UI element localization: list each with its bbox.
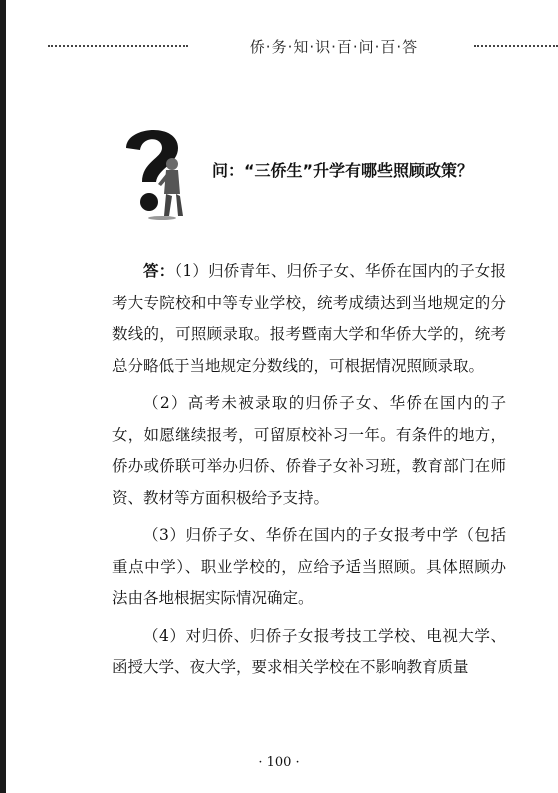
header-title: 侨·务·知·识·百·问·百·答 [249,38,419,56]
page-number: · 100 · [258,755,300,770]
header-dotted-rule-right [474,45,558,47]
question-heading: 问：“三侨生”升学有哪些照顾政策？ [212,161,474,180]
question-mark-figure-icon [112,118,196,222]
page-spine [0,0,6,793]
answer-paragraph-3: （3）归侨子女、华侨在国内的子女报考中学（包括重点中学）、职业学校的，应给予适当照顾。具体照顾办法由各地根据实际情况确定。 [112,526,506,607]
answer-paragraph-1 [112,255,506,382]
answer-paragraph-4: （4）对归侨、归侨子女报考技工学校、电视大学、函授大学、夜大学，要求相关学校在不影响教育质量 [112,626,506,676]
answer-label: 答： [143,261,175,280]
page-header [48,36,558,56]
answer-paragraph-1-text: （1）归侨青年、归侨子女、华侨在国内的子女报考大专院校和中等专业学校，统考成绩达到当地规定的分数线的，可照顾录取。报考暨南大学和华侨大学的，统考总分略低于当地规定分数线的，可根据情况照顾录取。 [112,262,506,375]
answer-paragraph-2: （2）高考未被录取的归侨子女、华侨在国内的子女，如愿继续报考，可留原校补习一年。有条件的地方，侨办或侨联可举办归侨、侨眷子女补习班，教育部门在师资、教材等方面积极给予支持。 [112,394,506,507]
answer-body [112,255,506,690]
header-dotted-rule-left [48,45,188,47]
